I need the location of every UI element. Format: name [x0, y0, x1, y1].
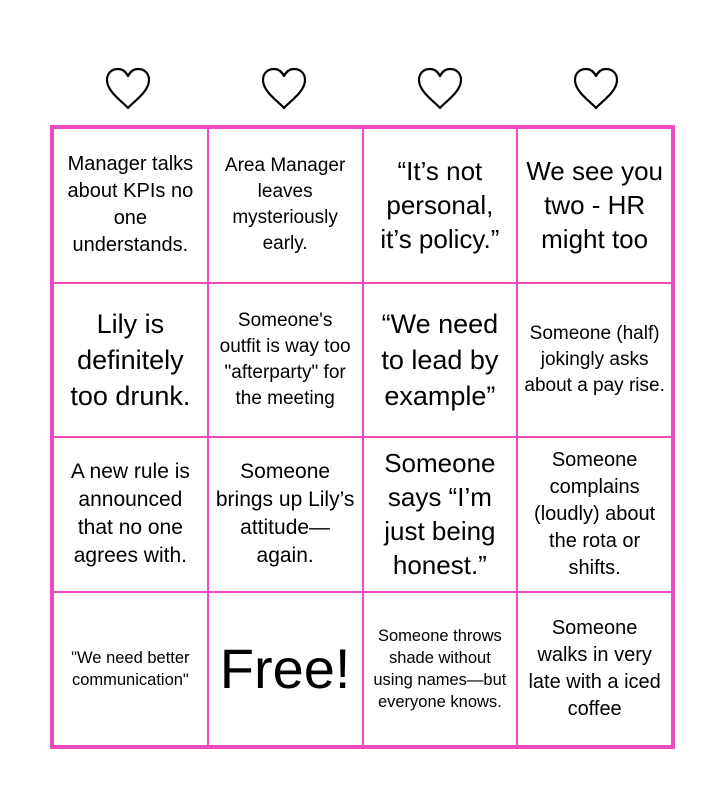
cell-text: Lily is definitely too drunk.: [70, 308, 191, 411]
heart-icon: [78, 55, 178, 123]
bingo-cell[interactable]: [208, 437, 363, 592]
bingo-cell[interactable]: [363, 283, 518, 438]
cell-text: A new rule is announced that no one agrees with.: [70, 460, 190, 568]
free-space-cell[interactable]: [208, 592, 363, 747]
bingo-cell[interactable]: [517, 592, 672, 747]
heart-header: [50, 55, 675, 123]
cell-text: Someone throws shade without using names—but everyone knows.: [373, 626, 507, 711]
cell-text: Area Manager leaves mysteriously early.: [224, 155, 346, 255]
cell-text: Someone walks in very late with a iced coffee: [528, 616, 661, 720]
bingo-cell[interactable]: [517, 128, 672, 283]
cell-text: Someone (half) jokingly asks about a pay rise.: [524, 322, 665, 396]
bingo-cell[interactable]: [363, 437, 518, 592]
heart-icon: [546, 55, 646, 123]
heart-icon: [390, 55, 490, 123]
cell-text: Someone brings up Lily’s attitude—again.: [215, 460, 355, 568]
bingo-cell[interactable]: [53, 283, 208, 438]
bingo-cell[interactable]: [363, 592, 518, 747]
bingo-cell[interactable]: [53, 437, 208, 592]
bingo-cell[interactable]: [517, 283, 672, 438]
bingo-cell[interactable]: [208, 128, 363, 283]
cell-text: Someone's outfit is way too "afterparty" for the meeting: [219, 309, 351, 409]
cell-text: Free!: [219, 636, 351, 700]
heart-icon: [234, 55, 334, 123]
bingo-cell[interactable]: [53, 592, 208, 747]
bingo-cell[interactable]: [208, 283, 363, 438]
cell-text: Manager talks about KPIs no one understands.: [67, 153, 194, 257]
cell-text: “It’s not personal, it’s policy.”: [380, 156, 500, 255]
cell-text: "We need better communication": [71, 648, 190, 689]
cell-text: Someone complains (loudly) about the rota or shifts.: [534, 448, 656, 579]
bingo-grid: [50, 125, 675, 749]
bingo-cell[interactable]: [53, 128, 208, 283]
bingo-cell[interactable]: [363, 128, 518, 283]
bingo-cell[interactable]: [517, 437, 672, 592]
cell-text: We see you two - HR might too: [526, 156, 664, 255]
cell-text: Someone says “I’m just being honest.”: [384, 448, 496, 581]
cell-text: “We need to lead by example”: [381, 308, 499, 411]
